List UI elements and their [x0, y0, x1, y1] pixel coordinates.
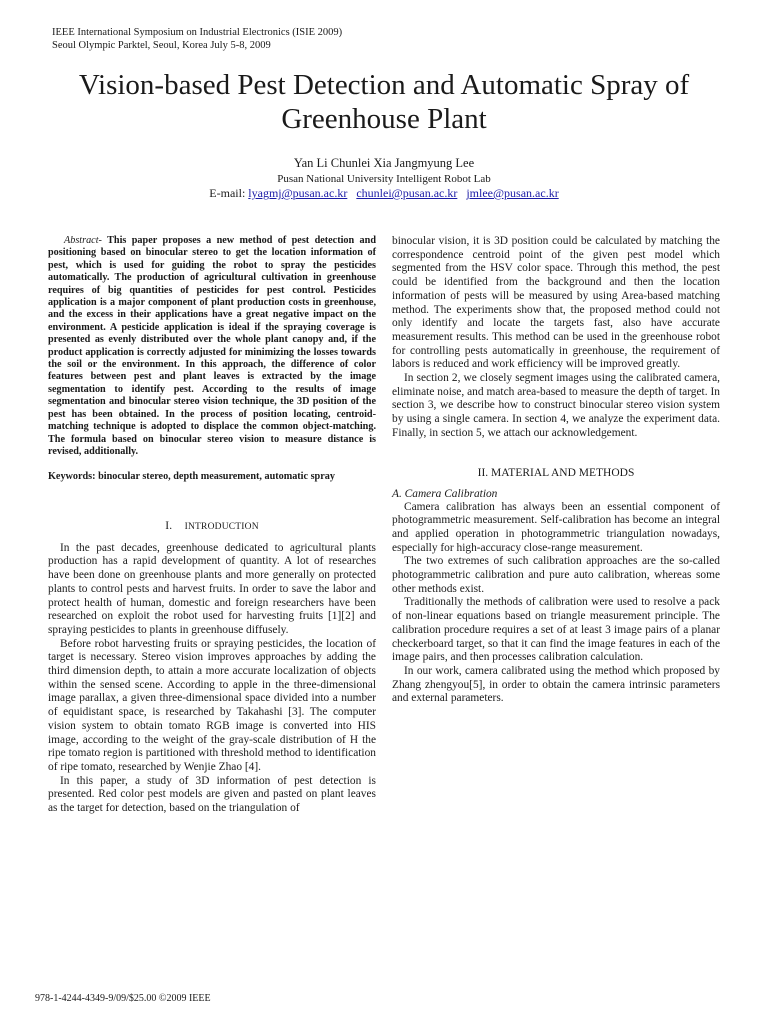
abstract-lead: Abstract-: [64, 235, 102, 246]
abstract: [48, 235, 376, 458]
calib-paragraph-4: In our work, camera calibrated using the method which proposed by Zhang zhengyou[5], in order to obtain the camera intrinsic parameters and external parameters.: [392, 664, 720, 705]
right-column: [392, 235, 720, 706]
section-number: I.: [165, 519, 173, 532]
conference-info: [52, 26, 342, 52]
section-title: INTRODUCTION: [184, 521, 259, 532]
email-label: E-mail:: [209, 186, 249, 200]
calib-paragraph-3: Traditionally the methods of calibration were used to resolve a pack of non-linear equations based on triangle measurement principle. The calibration procedure requires a set of at least 3 image pairs of a planar checkerboard target, so that it can find the image features in each of the image pairs, and then processes calibration calculation.: [392, 596, 720, 664]
affiliation: Pusan National University Intelligent Robot Lab: [277, 173, 491, 185]
email-link-2[interactable]: chunlei@pusan.ac.kr: [356, 186, 458, 200]
email-link-1[interactable]: lyagmj@pusan.ac.kr: [248, 186, 348, 200]
section-overview-paragraph: In section 2, we closely segment images using the calibrated camera, eliminate noise, and match area-based to measure the depth of target. In section 3, we describe how to construct binocular stereo vision system by using a single camera. In section 4, we analyze the experiment data. Finally, in section 5, we attach our acknowledgement.: [392, 372, 720, 439]
intro-paragraph-2: Before robot harvesting fruits or spraying pesticides, the location of target is necessary. Stereo vision improves approaches by adding the third dimension depth, to attain a more accurate localization of objects within the sensed scene. According to apple in the three-dimensional image parallax, a given three-dimensional space divided into a number of equidistant space, is researched by Takahashi [3]. The computer vision system to obtain tomato RGB image is converted into HIS image, according to the weight of the gray-scale distribution of H the ripe tomato region is partitioned with threshold method to identification of ripe tomato, researched by Wenjie Zhao [4].: [48, 637, 376, 773]
intro-paragraph-3: In this paper, a study of 3D information of pest detection is presented. Red color pest models are given and pasted on plant leaves as the target for detection, based on the triangulation of: [48, 774, 376, 815]
intro-continued-paragraph: binocular vision, it is 3D position could be calculated by matching the correspondence centroid point of the given pest model which segmented from the HSV color space. Through this method, the pest could be identified from the background and then the location information of pests will be measured by using Area-based matching method. The experiments show that, the proposed method could not only identify and locate the targets fast, also have accurate measurement results. This method can be used in the greenhouse robot for controlling pests automatically in greenhouse, the requirement of labors is reduced and work efficiency will be improved greatly.: [392, 235, 720, 371]
author-list: Yan Li Chunlei Xia Jangmyung Lee: [293, 156, 475, 170]
calib-paragraph-2: The two extremes of such calibration approaches are the so-called photogrammetric calibration and pure auto calibration, whereas some other methods exist.: [392, 555, 720, 595]
conference-line-1: IEEE International Symposium on Industrial Electronics (ISIE 2009): [52, 27, 343, 38]
abstract-text: This paper proposes a new method of pest detection and positioning based on binocular stereo to get the location information of pest, which is used for guiding the robot to spray the pesticides automatically. The production of agricultural cultivation in greenhouse requires of big quantities of pesticides for pest control. Pesticides application is a major component of plant production costs in greenhouse, and the excess in their applications have a great negative impact on the environment. A pesticide application is ideal if the spraying coverage is presented as evenly distributed over the whole plant canopy and, if the product application is correctly adjusted for minimizing the losses towards the soil or the environment. In this approach, the difference of color features between pest and plant leaves is extracted by the image segmentation to identify pest. According to the results of image segmentation and binocular stereo vision technique, the 3D position of the pest has been obtained. In the process of position locating, centroid-matching technique is adopted to displace the common object-matching. The formula based on binocular stereo vision to measure distance is revised, additionally.: [48, 235, 376, 457]
subsection-heading-camera-calibration: A. Camera Calibration: [392, 487, 498, 500]
section-heading-methods: II. MATERIAL AND METHODS: [477, 466, 635, 479]
conference-line-2: Seoul Olympic Parktel, Seoul, Korea July 5-8, 2009: [52, 40, 271, 51]
calib-paragraph-1: Camera calibration has always been an essential component of photogrammetric measurement. Self-calibration has become an integral and applied operation in photogrammetric triangulation nowadays, especially for high-accuracy close-range measurement.: [392, 500, 720, 554]
section-heading-introduction: [48, 520, 376, 532]
copyright-footer: 978-1-4244-4349-9/09/$25.00 ©2009 IEEE: [35, 993, 211, 1004]
email-link-3[interactable]: jmlee@pusan.ac.kr: [466, 186, 559, 200]
email-line: [0, 186, 768, 201]
intro-paragraph-1: In the past decades, greenhouse dedicated to agricultural plants production has a rapid development of quantity. A lot of researches have been done on greenhouse plants and more generally on protected plants to control pests and harvest fruits. In order to save the labor and protect health of human, domestic and foreign researchers have been researched on exploit the robot used for harvesting fruits [1][2] and spraying pesticides to plants in greenhouse diffusely.: [48, 541, 376, 636]
keywords: Keywords: binocular stereo, depth measurement, automatic spray: [48, 471, 335, 483]
left-column: [48, 235, 376, 816]
paper-title: Vision-based Pest Detection and Automatic Spray of Greenhouse Plant: [78, 69, 690, 135]
